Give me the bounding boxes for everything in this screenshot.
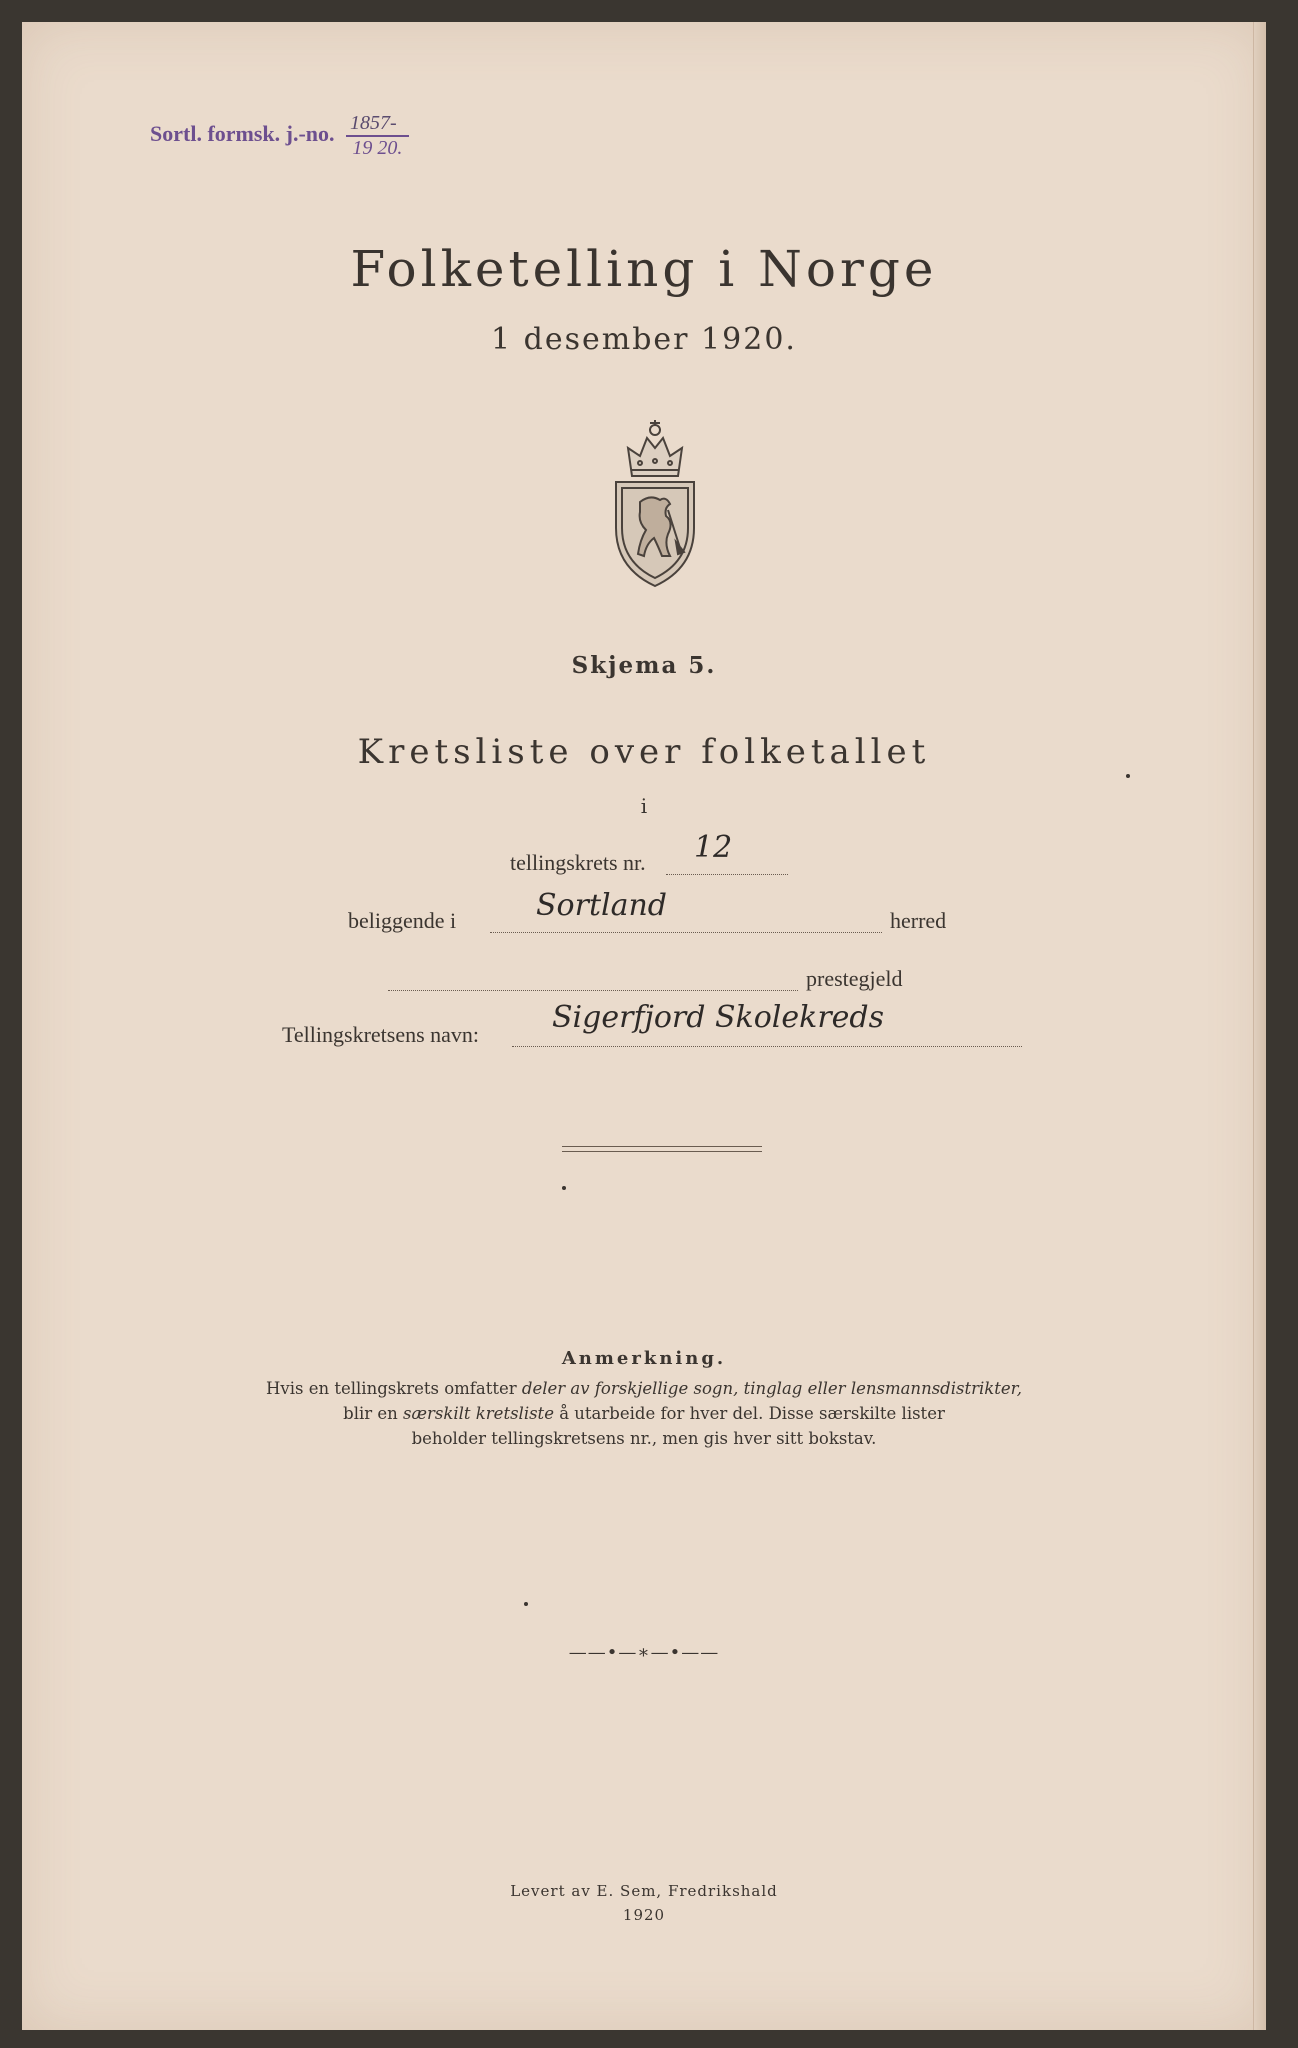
census-form-page xyxy=(22,22,1266,2030)
tellingskrets-value: 12 xyxy=(694,830,733,865)
navn-value: Sigerfjord Skolekreds xyxy=(552,1000,885,1035)
note-line-1 xyxy=(22,1376,1266,1401)
note-line-1b: deler av forskjellige sogn, tinglag eller lensmannsdistrikter, xyxy=(521,1379,1022,1398)
herred-label: herred xyxy=(890,908,947,933)
prestegjeld-line xyxy=(388,964,798,991)
note-line-2a: blir en xyxy=(343,1404,404,1423)
beliggende-value: Sortland xyxy=(536,888,668,923)
stamp-fraction xyxy=(346,112,409,160)
note-line-2 xyxy=(22,1401,1266,1426)
ink-speck xyxy=(1126,774,1130,778)
ornament-divider: ——•—∗—•—— xyxy=(568,1642,720,1663)
document-date: 1 desember 1920. xyxy=(491,322,797,357)
coat-of-arms-icon xyxy=(610,418,700,592)
note-line-2c: å utarbeide for hver del. Disse særskilte lister xyxy=(553,1404,945,1423)
tellingskrets-label: tellingskrets nr. xyxy=(510,850,646,875)
journal-stamp xyxy=(150,112,409,160)
printer-year: 1920 xyxy=(622,1906,666,1924)
note-line-1a: Hvis en tellingskrets omfatter xyxy=(266,1379,522,1398)
ink-speck xyxy=(562,1186,566,1190)
document-subtitle: Kretsliste over folketallet xyxy=(357,732,931,772)
double-divider xyxy=(562,1146,762,1152)
prestegjeld-label: prestegjeld xyxy=(806,966,903,991)
ink-speck xyxy=(524,1602,528,1606)
note-line-2b: særskilt kretsliste xyxy=(403,1404,554,1423)
schema-label: Skjema 5. xyxy=(571,652,717,679)
document-title: Folketelling i Norge xyxy=(350,240,938,298)
connector-i: i xyxy=(640,794,648,818)
stamp-number: 1857- xyxy=(346,112,409,137)
stamp-year: 19 20. xyxy=(352,137,403,159)
stamp-label: Sortl. formsk. j.-no. xyxy=(150,121,335,147)
note-line-3: beholder tellingskretsens nr., men gis hver sitt bokstav. xyxy=(411,1429,877,1448)
beliggende-label: beliggende i xyxy=(348,908,457,933)
navn-label: Tellingskretsens navn: xyxy=(282,1022,480,1047)
note-heading: Anmerkning. xyxy=(561,1348,727,1369)
printer-line: Levert av E. Sem, Fredrikshald xyxy=(510,1882,778,1900)
